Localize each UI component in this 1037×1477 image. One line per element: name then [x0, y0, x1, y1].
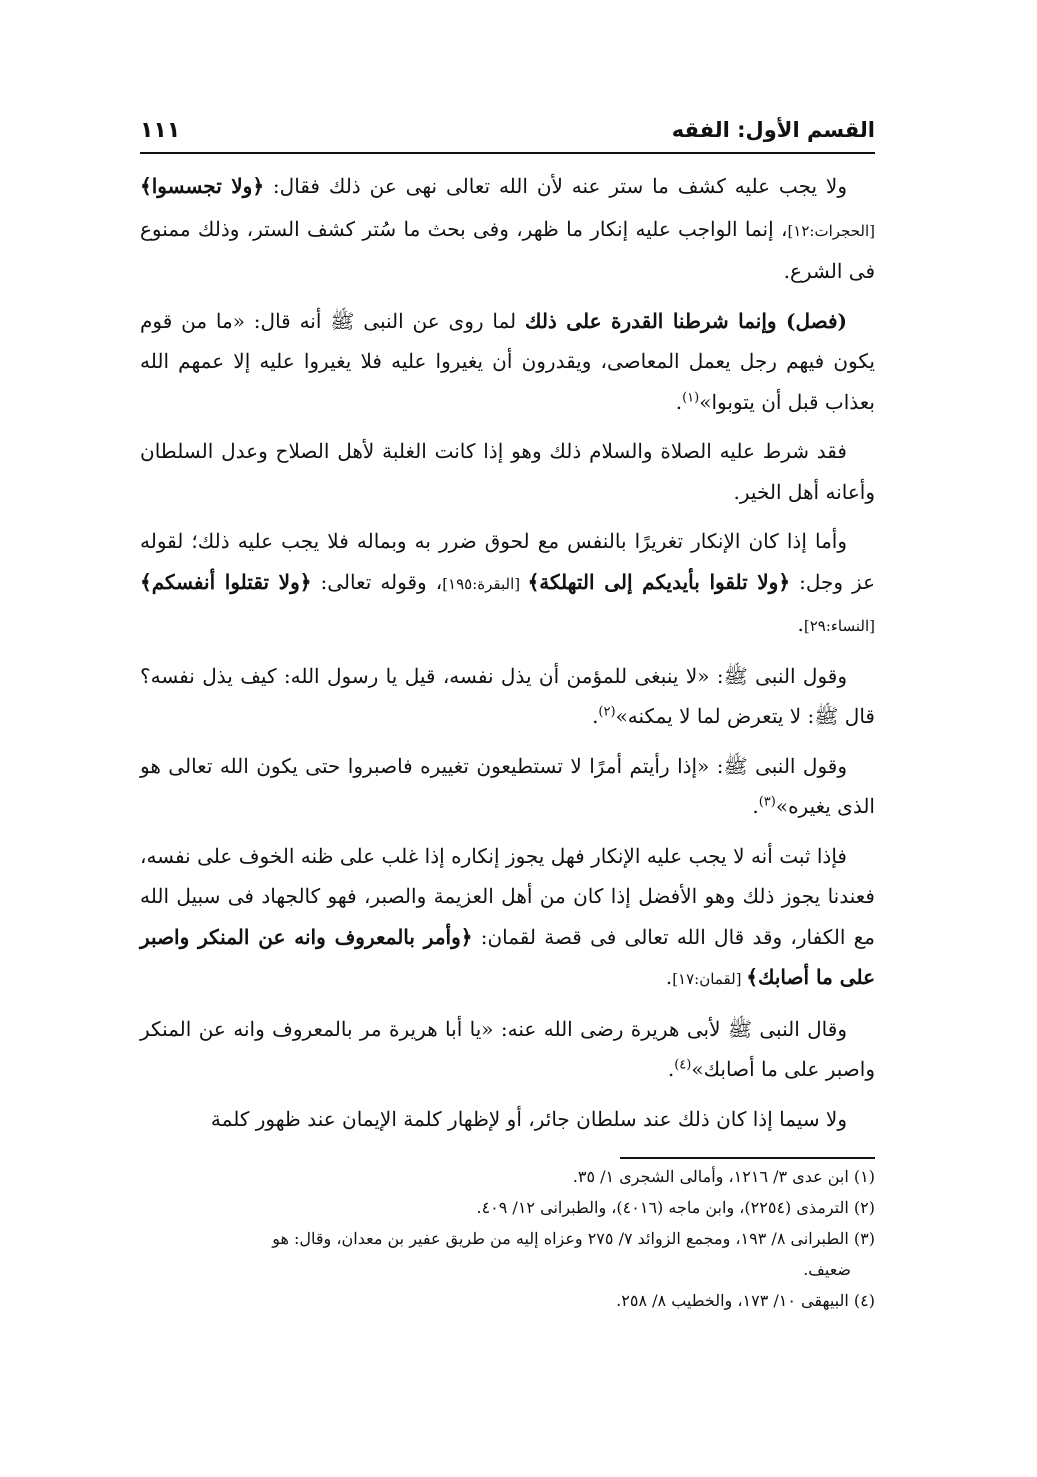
text: وقول النبى ﷺ: «إذا رأيتم أمرًا لا تستطيعون تغييره فاصبروا حتى يكون الله تعالى هو الذى يغيره» — [140, 753, 875, 818]
paragraph-3 — [140, 431, 875, 512]
text: ولا يجب عليه كشف ما ستر عنه لأن الله تعالى نهى عن ذلك فقال: — [264, 174, 847, 198]
text: ولا سيما إذا كان ذلك عند سلطان جائر، أو لإظهار كلمة الإيمان عند ظهور كلمة — [210, 1106, 847, 1131]
text: وقال النبى ﷺ لأبى هريرة رضى الله عنه: «يا أبا هريرة مر بالمعروف وانه عن المنكر واصبر على ما أصابك» — [140, 1016, 875, 1081]
text: . — [752, 794, 759, 818]
paragraph-9 — [140, 1099, 875, 1140]
text: . — [592, 704, 599, 728]
text: . — [667, 1057, 675, 1081]
header-title: القسم الأول: الفقه — [671, 118, 875, 142]
footnote-marker: (٣) — [758, 794, 776, 810]
section-heading: (فصل) وإنما شرطنا القدرة على ذلك — [524, 308, 847, 333]
text: فقد شرط عليه الصلاة والسلام ذلك وهو إذا كانت الغلبة لأهل الصلاح وعدل السلطان وأعانه أهل الخير. — [140, 439, 875, 504]
running-header — [140, 112, 875, 154]
quran-reference: [الحجرات:١٢] — [787, 221, 875, 240]
paragraph-5 — [140, 656, 875, 737]
footnote-marker: (١) — [682, 389, 700, 405]
paragraph-8 — [140, 1009, 875, 1090]
footnote-marker: (٢) — [598, 704, 616, 720]
quran-reference: [البقرة:١٩٥] — [442, 574, 528, 593]
text: . — [665, 965, 673, 989]
page-number: ١١١ — [140, 118, 181, 143]
footnote-4: (٤) البيهقى ١٠/ ١٧٣، والخطيب ٨/ ٢٥٨. — [616, 1291, 875, 1310]
footnote-2: (٢) الترمذى (٢٢٥٤)، وابن ماجه (٤٠١٦)، والطبرانى ١٢/ ٤٠٩. — [476, 1198, 875, 1217]
text: وقول النبى ﷺ: «لا ينبغى للمؤمن أن يذل نفسه، قيل يا رسول الله: كيف يذل نفسه؟ قال ﷺ: لا يتعرض لما لا يمكنه» — [140, 663, 875, 728]
footnote-3-continuation: ضعيف. — [803, 1260, 851, 1279]
quran-quote: ﴿ولا تلقوا بأيديكم إلى التهلكة﴾ — [527, 569, 791, 594]
main-text — [140, 166, 875, 1148]
text: ، إنما الواجب عليه إنكار ما ظهر، وفى بحث ما سُتر كشف الستر، وذلك ممنوع فى الشرع. — [140, 216, 875, 283]
paragraph-2 — [140, 301, 875, 423]
text: . — [797, 612, 804, 636]
text: فإذا ثبت أنه لا يجب عليه الإنكار فهل يجوز إنكاره إذا غلب على ظنه الخوف على نفسه، فعندنا يجوز ذلك وهو الأفضل إذا كان من أهل العزيمة والصبر، فهو كالجهاد فى سبيل الله مع الكفار، وقد قال الله تعالى فى قصة لقمان: — [140, 843, 875, 949]
paragraph-6 — [140, 746, 875, 827]
quran-reference: [النساء:٢٩] — [803, 617, 875, 635]
text: . — [675, 389, 683, 414]
footnote-marker: (٤) — [674, 1057, 692, 1073]
paragraph-1 — [140, 166, 875, 292]
footnote-3: (٣) الطبرانى ٨/ ١٩٣، ومجمع الزوائد ٧/ ٢٧٥ وعزاه إليه من طريق عفير بن معدان، وقال: هو — [272, 1229, 875, 1248]
text: ، وقوله تعالى: — [311, 569, 443, 594]
footnote-1: (١) ابن عدى ٣/ ١٢١٦، وأمالى الشجرى ١/ ٣٥. — [572, 1167, 875, 1186]
paragraph-7 — [140, 836, 875, 1000]
footnote-divider — [620, 1157, 875, 1159]
quran-quote: ﴿وأمر بالمعروف وانه عن المنكر واصبر على ما أصابك﴾ — [140, 924, 875, 989]
text: لما روى عن النبى ﷺ أنه قال: «ما من قوم يكون فيهم رجل يعمل المعاصى، ويقدرون أن يغيروا عليه فلا يغيروا عليه إلا عمهم الله بعذاب قبل أن يتوبوا» — [140, 308, 875, 414]
text: وأما إذا كان الإنكار تغريرًا بالنفس مع لحوق ضرر به وبماله فلا يجب عليه ذلك؛ لقوله عز وجل: — [140, 529, 875, 594]
quran-quote: ﴿ولا تجسسوا﴾ — [140, 174, 265, 198]
quran-quote: ﴿ولا تقتلوا أنفسكم﴾ — [140, 569, 312, 594]
footnotes — [140, 1161, 875, 1316]
quran-reference: [لقمان:١٧] — [672, 970, 747, 988]
paragraph-4 — [140, 521, 875, 647]
